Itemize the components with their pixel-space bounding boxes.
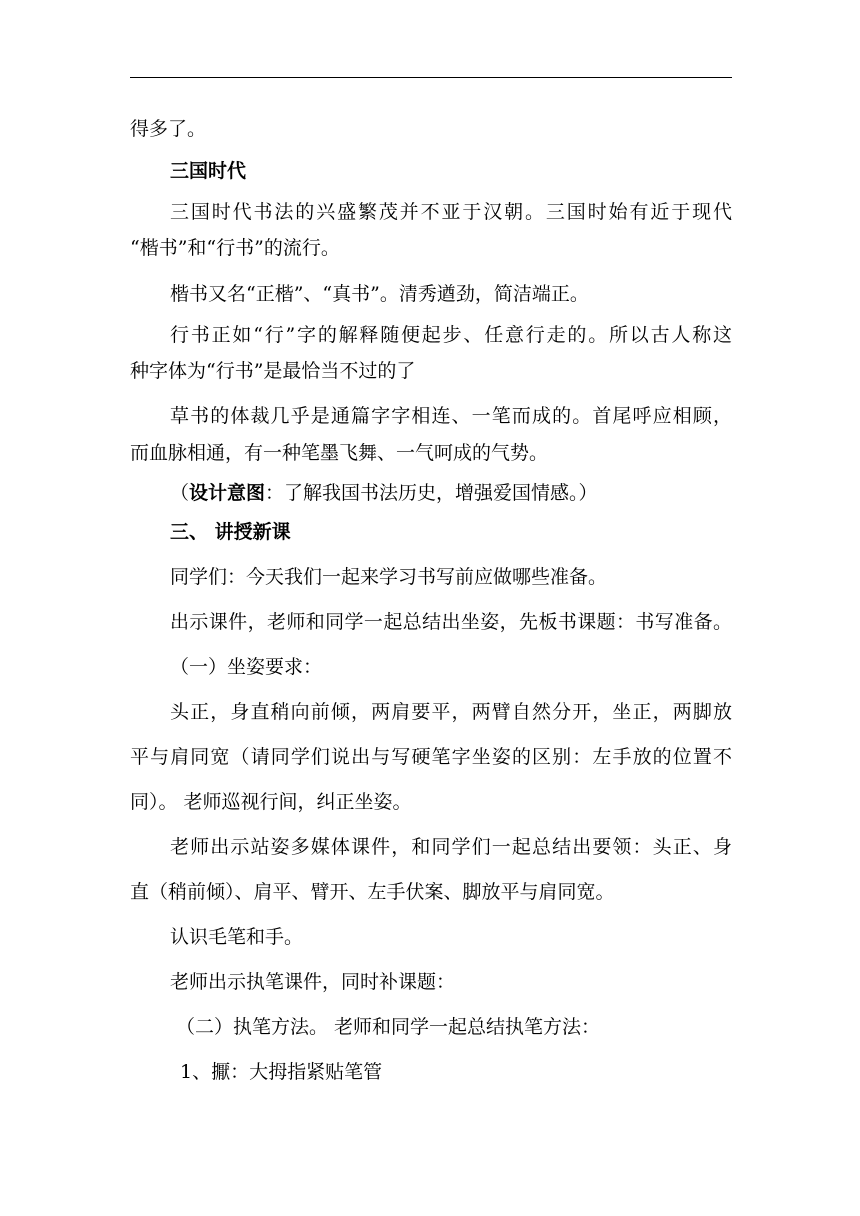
list-item: 1、擫：大拇指紧贴笔管 (180, 1061, 383, 1083)
design-intent-label: 设计意图 (189, 482, 266, 504)
subsection-heading-posture: （一）坐姿要求： (170, 656, 323, 678)
text-line: 老师出示站姿多媒体课件，和同学们一起总结出要领：头正、身 (170, 836, 732, 858)
text-line: 楷书又名“正楷”、“真书”。清秀遒劲，简洁端正。 (170, 283, 589, 305)
text-line: 三国时代书法的兴盛繁茂并不亚于汉朝。三国时始有近于现代 (170, 201, 732, 223)
text-line: 行书正如“行”字的解释随便起步、任意行走的。所以古人称这 (170, 324, 732, 346)
text-line: “楷书”和“行书”的流行。 (130, 237, 340, 259)
text-line: 得多了。 (130, 118, 207, 140)
text-line: 草书的体裁几乎是通篇字字相连、一笔而成的。首尾呼应相顾， (170, 405, 732, 427)
design-intent-text: ：了解我国书法历史，增强爱国情感。） (265, 482, 598, 504)
text-line: 而血脉相通，有一种笔墨飞舞、一气呵成的气势。 (130, 442, 549, 464)
text-line: 同学们：今天我们一起来学习书写前应做哪些准备。 (170, 566, 608, 588)
section-heading-three-kingdoms: 三国时代 (170, 160, 247, 182)
note-open-paren: （ (170, 482, 190, 504)
header-rule (130, 77, 732, 78)
text-line: 平与肩同宽（请同学们说出与写硬笔字坐姿的区别：左手放的位置不 (130, 746, 732, 768)
text-line: 认识毛笔和手。 (170, 926, 304, 948)
section-heading-new-lesson: 三、 讲授新课 (170, 521, 291, 543)
text-line: 种字体为“行书”是最恰当不过的了 (130, 360, 416, 382)
text-line: 直（稍前倾）、肩平、臂开、左手伏案、脚放平与肩同宽。 (130, 881, 615, 903)
design-intent-note (170, 482, 732, 504)
subsection-heading-pen-holding: （二）执笔方法。 老师和同学一起总结执笔方法： (176, 1016, 601, 1038)
text-line: 同）。 老师巡视行间，纠正坐姿。 (130, 791, 412, 813)
text-line: 出示课件，老师和同学一起总结出坐姿，先板书课题：书写准备。 (170, 611, 732, 633)
text-line: 老师出示执笔课件，同时补课题： (170, 971, 456, 993)
text-line: 头正，身直稍向前倾，两肩要平，两臂自然分开，坐正，两脚放 (170, 701, 732, 723)
